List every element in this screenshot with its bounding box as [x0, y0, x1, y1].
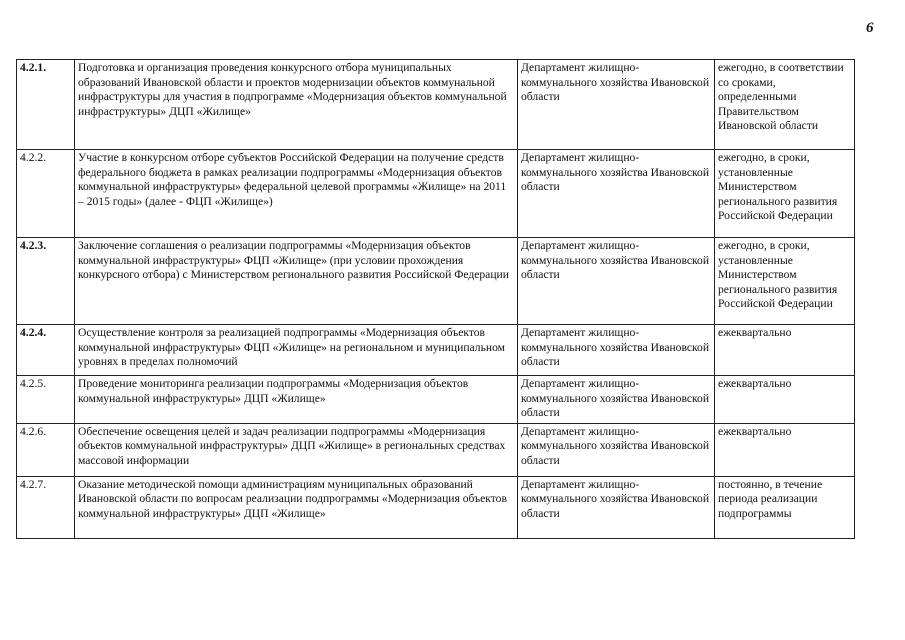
executor-cell: Департамент жилищно-коммунального хозяйства Ивановской области: [518, 60, 715, 150]
executor-cell: Департамент жилищно-коммунального хозяйства Ивановской области: [518, 423, 715, 476]
task-cell: Проведение мониторинга реализации подпрограммы «Модернизация объектов коммунальной инфраструктуры» ДЦП «Жилище»: [75, 376, 518, 424]
task-cell: Заключение соглашения о реализации подпрограммы «Модернизация объектов коммунальной инфраструктуры» ФЦП «Жилище» (при условии прохождения конкурсного отбора) с Министерством регионального развития Российской Федерации: [75, 238, 518, 325]
row-number: 4.2.6.: [17, 423, 75, 476]
page-number: 6: [866, 20, 874, 36]
action-plan-table: [16, 59, 855, 539]
table-row: [17, 476, 855, 538]
executor-cell: Департамент жилищно-коммунального хозяйства Ивановской области: [518, 150, 715, 238]
table-row: [17, 150, 855, 238]
deadline-cell: ежегодно, в сроки, установленные Министерством регионального развития Российской Федерации: [715, 238, 855, 325]
task-cell: Обеспечение освещения целей и задач реализации подпрограммы «Модернизация объектов коммунальной инфраструктуры» ДЦП «Жилище» в региональных средствах массовой информации: [75, 423, 518, 476]
executor-cell: Департамент жилищно-коммунального хозяйства Ивановской области: [518, 238, 715, 325]
deadline-cell: ежеквартально: [715, 325, 855, 376]
executor-cell: Департамент жилищно-коммунального хозяйства Ивановской области: [518, 325, 715, 376]
row-number: 4.2.4.: [17, 325, 75, 376]
executor-cell: Департамент жилищно-коммунального хозяйства Ивановской области: [518, 376, 715, 424]
table-row: [17, 60, 855, 150]
row-number: 4.2.2.: [17, 150, 75, 238]
task-cell: Осуществление контроля за реализацией подпрограммы «Модернизация объектов коммунальной инфраструктуры» ФЦП «Жилище» на региональном и муниципальном уровнях в пределах полномочий: [75, 325, 518, 376]
deadline-cell: ежегодно, в сроки, установленные Министерством регионального развития Российской Федерации: [715, 150, 855, 238]
row-number: 4.2.7.: [17, 476, 75, 538]
task-cell: Участие в конкурсном отборе субъектов Российской Федерации на получение средств федерального бюджета в рамках реализации подпрограммы «Модернизация объектов коммунальной инфраструктуры» федеральной целевой программы «Жилище» на 2011 – 2015 годы» (далее - ФЦП «Жилище»): [75, 150, 518, 238]
table-row: [17, 423, 855, 476]
deadline-cell: ежегодно, в соответствии со сроками, определенными Правительством Ивановской области: [715, 60, 855, 150]
table-row: [17, 376, 855, 424]
executor-cell: Департамент жилищно-коммунального хозяйства Ивановской области: [518, 476, 715, 538]
deadline-cell: ежеквартально: [715, 376, 855, 424]
deadline-cell: постоянно, в течение периода реализации подпрограммы: [715, 476, 855, 538]
row-number: 4.2.3.: [17, 238, 75, 325]
row-number: 4.2.5.: [17, 376, 75, 424]
row-number: 4.2.1.: [17, 60, 75, 150]
deadline-cell: ежеквартально: [715, 423, 855, 476]
task-cell: Подготовка и организация проведения конкурсного отбора муниципальных образований Ивановской области и проектов модернизации объектов коммунальной инфраструктуры для участия в подпрограмме «Модернизация объектов коммунальной инфраструктуры» ДЦП «Жилище»: [75, 60, 518, 150]
table-row: [17, 325, 855, 376]
task-cell: Оказание методической помощи администрациям муниципальных образований Ивановской области по вопросам реализации подпрограммы «Модернизация объектов коммунальной инфраструктуры» ДЦП «Жилище»: [75, 476, 518, 538]
table-row: [17, 238, 855, 325]
